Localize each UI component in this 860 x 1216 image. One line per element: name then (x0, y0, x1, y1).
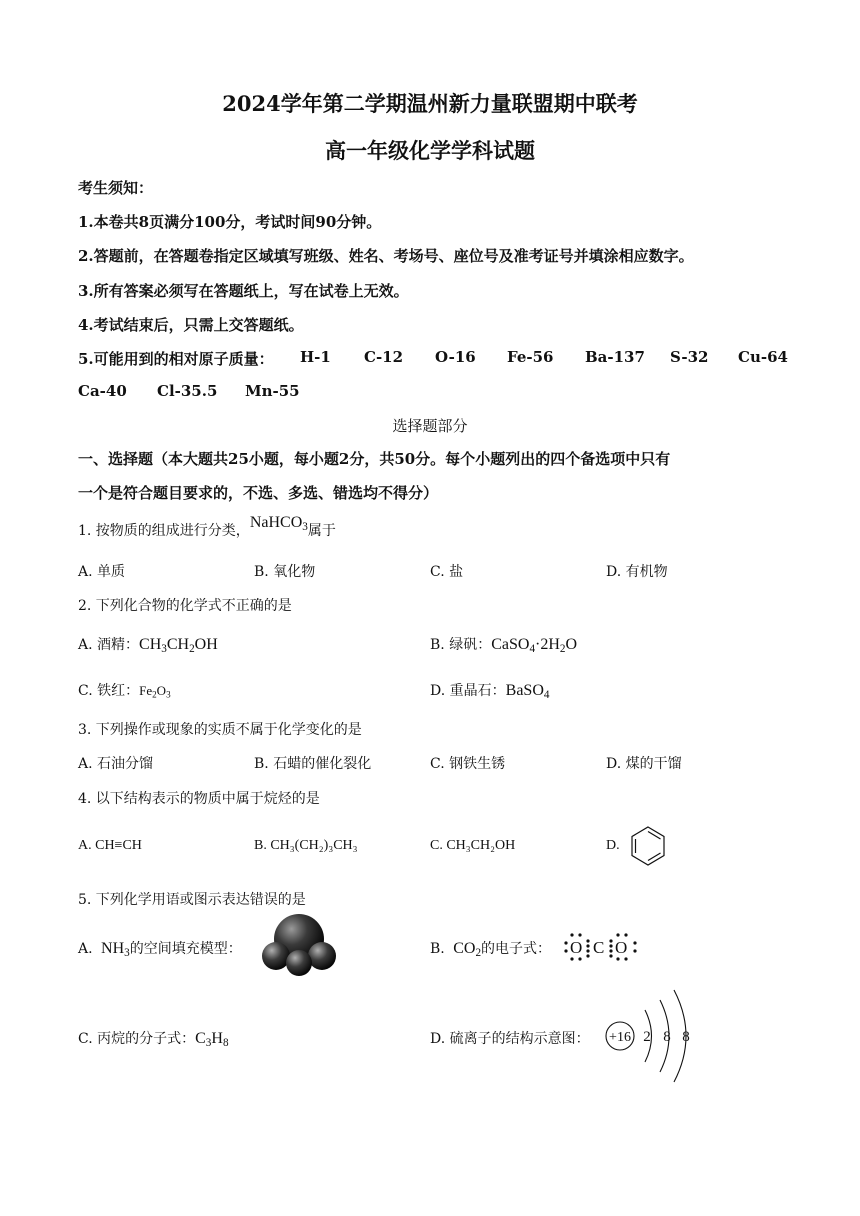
notice-heading: 考生须知： (78, 179, 154, 197)
mass-item: Cu-64 (738, 348, 788, 366)
mass-item: O-16 (435, 348, 476, 366)
question-4-stem: 4. 以下结构表示的物质中属于烷烃的是 (78, 791, 320, 807)
q2-option-b: B. 绿矾：$CaSO_4\cdot 2H_2O$ (430, 636, 578, 655)
shell-electrons-1: 2 (643, 1029, 651, 1045)
q4-option-d-label: D. (606, 838, 620, 853)
formula-nahco3: NaHCO$_3$ (249, 514, 308, 533)
q5-option-b: B. $CO_2$的电子式： (430, 940, 552, 959)
mass-item: Mn-55 (245, 382, 300, 400)
exam-title: 2024学年第二学期温州新力量联盟期中联考 (222, 91, 638, 116)
mass-item: S-32 (670, 348, 709, 366)
q3-option-c: C. 钢铁生锈 (430, 756, 506, 772)
q4-option-c: C. CH₃CH₂OH (430, 838, 516, 853)
question-1-stem: 1. 按物质的组成进行分类，NaHCO$_3$属于 (78, 514, 336, 539)
q4-option-a: A. CH≡CH (78, 838, 142, 853)
exam-subtitle: 高一年级化学学科试题 (325, 138, 535, 163)
q1-option-c: C. 盐 (430, 564, 464, 580)
q1-option-b: B. 氧化物 (254, 564, 316, 580)
mass-item: C-12 (364, 348, 404, 366)
shell-electrons-3: 8 (682, 1029, 690, 1045)
q1-option-a: A. 单质 (78, 564, 126, 580)
section-title: 选择题部分 (392, 417, 468, 435)
co2-electron-dot-icon (562, 932, 640, 962)
svg-text:O: O (615, 938, 628, 957)
q1-option-d: D. 有机物 (606, 564, 668, 580)
q5-option-a: A. $NH_3$的空间填充模型： (78, 940, 242, 959)
notice-item-1: 1.本卷共8页满分100分，考试时间90分钟。 (78, 213, 382, 231)
notice-item-2: 2.答题前，在答题卷指定区域填写班级、姓名、考场号、座位号及准考证号并填涂相应数字。 (78, 247, 694, 265)
benzene-ring-icon (626, 824, 670, 868)
q5-option-c: C. 丙烷的分子式：$C_3H_8$ (78, 1030, 229, 1049)
svg-text:C: C (593, 938, 605, 957)
notice-item-4: 4.考试结束后，只需上交答题纸。 (78, 316, 304, 334)
mass-item: Ca-40 (78, 382, 127, 400)
q3-option-b: B. 石蜡的催化裂化 (254, 756, 372, 772)
mass-item: H-1 (300, 348, 331, 366)
q5-option-d: D. 硫离子的结构示意图： (430, 1031, 590, 1047)
shell-electrons-2: 8 (663, 1029, 671, 1045)
mass-item: Fe-56 (507, 348, 554, 366)
section-instruction-2: 一个是符合题目要求的，不选、多选、错选均不得分） (78, 484, 439, 502)
q3-option-a: A. 石油分馏 (78, 756, 154, 772)
mass-item: Cl-35.5 (157, 382, 218, 400)
notice-item-3: 3.所有答案必须写在答题纸上，写在试卷上无效。 (78, 282, 409, 300)
q2-option-a: A. 酒精：$CH_3CH_2OH$ (78, 636, 218, 655)
q3-option-d: D. 煤的干馏 (606, 756, 682, 772)
sulfide-ion-structure-diagram (600, 986, 700, 1086)
question-3-stem: 3. 下列操作或现象的实质不属于化学变化的是 (78, 722, 362, 738)
nh3-space-filling-model (256, 912, 342, 978)
question-5-stem: 5. 下列化学用语或图示表达错误的是 (78, 892, 306, 908)
section-instruction-1: 一、选择题（本大题共25小题，每小题2分，共50分。每个小题列出的四个备选项中只有 (78, 450, 671, 468)
svg-text:O: O (570, 938, 583, 957)
q4-option-b: B. CH₃(CH₂)₃CH₃ (254, 838, 358, 853)
masses-label: 5.可能用到的相对原子质量： (78, 350, 274, 368)
q2-option-c: C. 铁红：$Fe_2O_3$ (78, 683, 171, 700)
q2-option-d: D. 重晶石：BaSO$_4$ (430, 682, 550, 701)
mass-item: Ba-137 (585, 348, 645, 366)
question-2-stem: 2. 下列化合物的化学式不正确的是 (78, 598, 292, 614)
nucleus-charge: +16 (609, 1030, 631, 1045)
